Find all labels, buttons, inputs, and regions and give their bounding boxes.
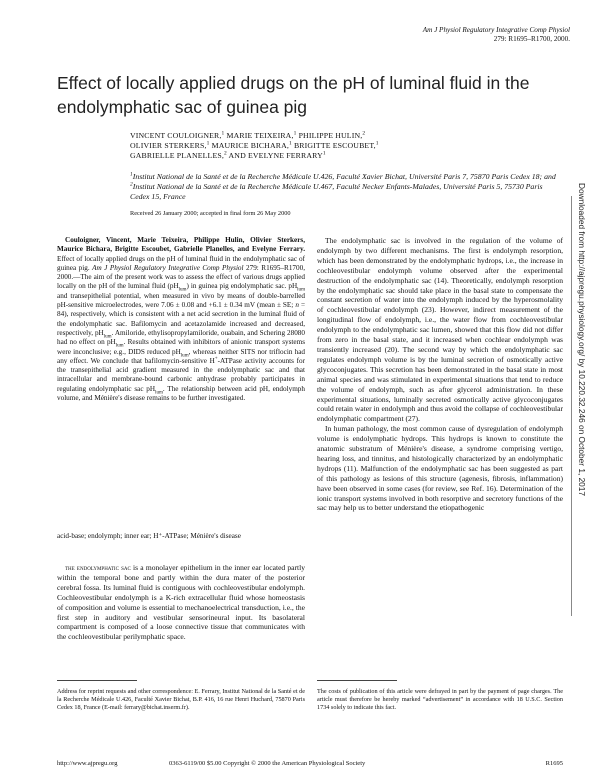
download-watermark bbox=[574, 183, 590, 623]
page-number: R1695 bbox=[545, 760, 563, 767]
correspondence-footnote: Address for reprint requests and other correspondence: E. Ferrary, Institut National de la Santé et de la Recherche Médicale U.426, Faculté Xavier Bichat, B.P. 416, 16 rue Henri Huchard, 75870 Paris Cedex 18, France (E-mail: ferrary@bichat.inserm.fr). bbox=[57, 688, 305, 711]
intro-lead: the endolymphatic sac bbox=[65, 563, 131, 572]
download-notice: Downloaded from http://ajpregu.physiology.org/ by 10.220.32.246 on October 1, 2017 bbox=[577, 183, 587, 497]
body-paragraph: The endolymphatic sac is involved in the regulation of the volume of endolymph by two different mechanisms. The first is endolymph resorption, which has been demonstrated by the endolymphatic hydrops, i.e., the increase in cochleovestibular endolymph volume observed after the experimental destruction of the endolymphatic sac (14). Theoretically, endolymph resorption by the endolymphatic sac should take place in the basal state to compensate the constant secretion of water into the endolymph induced by the hyperosmolality of cochleovestibular endolymph (23). However, indirect measurement of the longitudinal flow of endolymph, i.e., the water flow from cochleovestibular endolymph to the endolymphatic sac lumen, showed that this flow did not differ from zero in the basal state, and it increased when cochlear endolymph was transiently increased (20). The second way by which the endolymphatic sac regulates endolymph volume is by the luminal secretion of osmotically active glycoconjugates. This secretion has been demonstrated in the basal state in most animal species and was stimulated in experimental situations that tend to reduce the volume of endolymph, such as after glycerol administration. In these experimental situations, luminally secreted osmotically active glycoconjugates could retain water in endolymph and thus avoid the collapse of cochleovestibular endolymphatic compartment (27). bbox=[317, 236, 563, 424]
introduction-left-column bbox=[57, 563, 305, 642]
journal-citation: 279: R1695–R1700, 2000. bbox=[493, 35, 570, 43]
abstract-text: Couloigner, Vincent, Marie Teixeira, Philippe Hulin, Olivier Sterkers, Maurice Bichara, Brigitte Escoubet, Gabrielle Planelles, and Evelyne Ferrary. Effect of locally applied drugs on the pH of luminal fluid in the endolymphatic sac of guinea pig. Am J Physiol Regulatory Integrative Comp Physiol 279: R1695–R1700, 2000.—The aim of the present work was to assess the effect of various drugs applied locally on the pH of the luminal fluid $(pH_{lum})$ in guinea pig endolymphatic sac. $pH_{lum}$ and transepithelial potential, when measured in vivo by means of double-barrelled pH-sensitive microelectrodes, were 7.06 ± 0.08 and +6.1 ± 0.34 mV (mean ± SE; n = 84), respectively, which is consistent with a net acid secretion in the luminal fluid of the endolymphatic sac. Bafilomycin and acetazolamide increased and decreased, respectively, $pH_{lum}$. Amiloride, ethylisopropylamiloride, ouabain, and Schering 28080 had no effect on $pH_{lum}$. Results obtained with inhibitors of anionic transport systems were inconclusive; e.g., DIDS reduced $pH_{lum}$, whereas neither SITS nor triflocin had any effect. We conclude that bafilomycin-sensitive H+-ATPase activity accounts for the transepithelial acid gradient measured in the endolymphatic sac and that intracellular and membrane-bound carbonic anhydrase probably participates in regulating endolymphatic sac $pH_{lum}$. The relationship between acid pH, endolymph volume, and Ménière's disease remains to be further investigated. bbox=[57, 236, 306, 403]
copyright-line: 0363-6119/00 $5.00 Copyright © 2000 the American Physiological Society bbox=[169, 760, 366, 767]
article-title: Effect of locally applied drugs on the pH of luminal fluid in the endolymphatic sac of guinea pig bbox=[57, 73, 530, 117]
affiliations: $^1$Institut National de la Santé et de la Recherche Médicale U.426, Faculté Xavier Bichat, Université Paris 7, 75870 Paris Cedex 18; and $^2$Institut National de la Santé et de la Recherche Médicale U.467, Faculté Necker Enfants-Malades, Université Paris 5, 75730 Paris Cedex 15, France bbox=[130, 171, 556, 202]
intro-text: is a monolayer epithelium in the inner ear located partly within the temporal bone and partly within the dura mater of the posterior cerebral fossa. Its luminal fluid is contiguous with cochleovestibular endolymph. Cochleovestibular endolymph is a K-rich extracellular fluid whose homeostasis of composition and volume is essential to mechanoelectrical transduction, i.e., the first step in auditory and vestibular sensorineural input. Its basolateral compartment is composed of a loose connective tissue that communicates with the cochleovestibular perilymphatic space. bbox=[57, 563, 305, 642]
journal-url[interactable]: http://www.ajpregu.org bbox=[57, 760, 118, 767]
introduction-right-column bbox=[317, 236, 563, 513]
sidebar-rule bbox=[571, 196, 572, 616]
keywords: acid-base; endolymph; inner ear; H⁺-ATPase; Ménière's disease bbox=[57, 532, 241, 540]
journal-header bbox=[270, 26, 570, 44]
intro-paragraph bbox=[57, 563, 305, 642]
author-list: VINCENT COULOIGNER,$^1$ MARIE TEIXEIRA,$^1$ PHILIPPE HULIN,$^2$ OLIVIER STERKERS,$^1$ MAURICE BICHARA,$^1$ BRIGITTE ESCOUBET,$^1$ GABRIELLE PLANELLES,$^2$ AND EVELYNE FERRARY$^1$ bbox=[130, 130, 379, 161]
page-charges-footnote: The costs of publication of this article were defrayed in part by the payment of page charges. The article must therefore be hereby marked “advertisement” in accordance with 18 U.S.C. Section 1734 solely to indicate this fact. bbox=[317, 688, 563, 711]
footnote-divider bbox=[317, 680, 397, 681]
footnote-divider bbox=[57, 680, 137, 681]
abstract bbox=[57, 236, 305, 403]
body-paragraph: In human pathology, the most common cause of dysregulation of endolymph volume is endolymphatic hydrops. This hydrops is known to constitute the anatomic substratum of Ménière's disease, a syndrome comprising vertigo, hearing loss, and tinnitus, and histologically characterized by an endolymphatic hydrops (11). Malfunction of the endolymphatic sac has been suggested as part of this pathology as lesions of this structure (agenesis, fibrosis, inflammation) have been observed in some cases (for review, see Ref. 16). Determination of the ionic transport systems involved in both resorptive and secretory functions of the sac may help us to better understand the etiopathogenic bbox=[317, 424, 563, 513]
journal-name: Am J Physiol Regulatory Integrative Comp Physiol bbox=[422, 26, 570, 34]
received-dates: Received 26 January 2000; accepted in final form 26 May 2000 bbox=[130, 210, 291, 217]
